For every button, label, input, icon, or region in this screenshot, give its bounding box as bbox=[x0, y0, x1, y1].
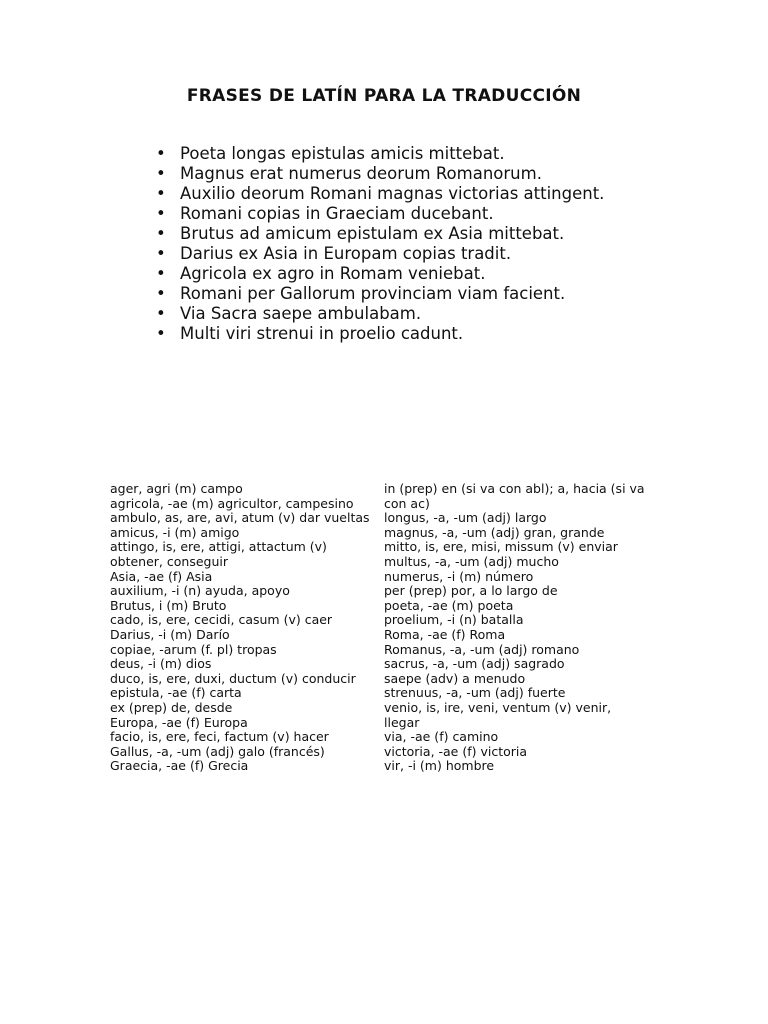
vocabulary-entry: deus, -i (m) dios bbox=[110, 656, 212, 672]
vocabulary-entry: con ac) bbox=[384, 495, 430, 511]
sentence-list bbox=[150, 144, 604, 344]
sentence-text: Via Sacra saepe ambulabam. bbox=[180, 304, 422, 323]
vocabulary-entry: multus, -a, -um (adj) mucho bbox=[384, 553, 559, 569]
sentence-item bbox=[150, 244, 604, 264]
sentence-text: Romani copias in Graeciam ducebant. bbox=[180, 204, 494, 223]
vocabulary-entry: facio, is, ere, feci, factum (v) hacer bbox=[110, 729, 329, 745]
bullet-icon: • bbox=[156, 144, 166, 163]
sentence-item bbox=[150, 144, 604, 164]
vocabulary-entry: proelium, -i (n) batalla bbox=[384, 612, 524, 628]
vocabulary-entry: strenuus, -a, -um (adj) fuerte bbox=[384, 685, 566, 701]
bullet-icon: • bbox=[156, 164, 166, 183]
vocabulary-entry: Europa, -ae (f) Europa bbox=[110, 714, 248, 730]
vocabulary-entry: ager, agri (m) campo bbox=[110, 481, 243, 496]
vocabulary-entry: duco, is, ere, duxi, ductum (v) conducir bbox=[110, 670, 356, 686]
vocabulary-entry: copiae, -arum (f. pl) tropas bbox=[110, 641, 277, 657]
vocabulary-entry: Darius, -i (m) Darío bbox=[110, 626, 230, 642]
sentence-text: Agricola ex agro in Romam veniebat. bbox=[180, 264, 486, 283]
vocabulary-entry: epistula, -ae (f) carta bbox=[110, 685, 242, 701]
vocabulary-left-column bbox=[110, 482, 380, 774]
page-title: FRASES DE LATÍN PARA LA TRADUCCIÓN bbox=[186, 86, 582, 106]
bullet-icon: • bbox=[156, 284, 166, 303]
vocabulary-entry: Asia, -ae (f) Asia bbox=[110, 568, 213, 584]
sentence-item bbox=[150, 184, 604, 204]
vocabulary-entry: victoria, -ae (f) victoria bbox=[384, 743, 528, 759]
vocabulary-entry: ambulo, as, are, avi, atum (v) dar vueltas bbox=[110, 510, 370, 526]
bullet-icon: • bbox=[156, 184, 166, 203]
vocabulary-entry: ex (prep) de, desde bbox=[110, 699, 233, 715]
sentence-text: Auxilio deorum Romani magnas victorias attingent. bbox=[180, 184, 605, 203]
bullet-icon: • bbox=[156, 264, 166, 283]
bullet-icon: • bbox=[156, 204, 166, 223]
vocabulary-entry: longus, -a, -um (adj) largo bbox=[384, 510, 547, 526]
sentence-item bbox=[150, 164, 604, 184]
vocabulary-entry: Romanus, -a, -um (adj) romano bbox=[384, 641, 580, 657]
sentence-item bbox=[150, 284, 604, 304]
vocabulary-entry: Brutus, i (m) Bruto bbox=[110, 597, 227, 613]
vocabulary-entry: Graecia, -ae (f) Grecia bbox=[110, 758, 249, 774]
sentence-item bbox=[150, 264, 604, 284]
sentence-item bbox=[150, 204, 604, 224]
sentence-text: Romani per Gallorum provinciam viam facient. bbox=[180, 284, 566, 303]
vocabulary-entry: via, -ae (f) camino bbox=[384, 729, 499, 745]
vocabulary-entry: numerus, -i (m) número bbox=[384, 568, 534, 584]
vocabulary-entry: in (prep) en (si va con abl); a, hacia (si va bbox=[384, 481, 645, 496]
vocabulary-entry: cado, is, ere, cecidi, casum (v) caer bbox=[110, 612, 333, 628]
sentence-item bbox=[150, 324, 604, 344]
vocabulary-entry: Roma, -ae (f) Roma bbox=[384, 626, 506, 642]
vocabulary-right-column bbox=[384, 482, 684, 774]
vocabulary-entry: amicus, -i (m) amigo bbox=[110, 524, 240, 540]
sentence-text: Poeta longas epistulas amicis mittebat. bbox=[180, 144, 505, 163]
vocabulary-entry: poeta, -ae (m) poeta bbox=[384, 597, 514, 613]
vocabulary-entry: vir, -i (m) hombre bbox=[384, 758, 495, 774]
sentence-item bbox=[150, 224, 604, 244]
vocabulary-entry: obtener, conseguir bbox=[110, 553, 228, 569]
vocabulary-entry: llegar bbox=[384, 714, 420, 730]
vocabulary-entry: sacrus, -a, -um (adj) sagrado bbox=[384, 656, 565, 672]
bullet-icon: • bbox=[156, 244, 166, 263]
sentence-text: Brutus ad amicum epistulam ex Asia mittebat. bbox=[180, 224, 565, 243]
vocabulary-entry: auxilium, -i (n) ayuda, apoyo bbox=[110, 583, 290, 599]
sentence-item bbox=[150, 304, 604, 324]
vocabulary-entry: Gallus, -a, -um (adj) galo (francés) bbox=[110, 743, 325, 759]
vocabulary-entry: mitto, is, ere, misi, missum (v) enviar bbox=[384, 539, 618, 555]
vocabulary-entry: magnus, -a, -um (adj) gran, grande bbox=[384, 524, 605, 540]
vocabulary-entry: saepe (adv) a menudo bbox=[384, 670, 526, 686]
bullet-icon: • bbox=[156, 324, 166, 343]
vocabulary-entry: attingo, is, ere, attigi, attactum (v) bbox=[110, 539, 327, 555]
bullet-icon: • bbox=[156, 304, 166, 323]
bullet-icon: • bbox=[156, 224, 166, 243]
vocabulary-entry: agricola, -ae (m) agricultor, campesino bbox=[110, 495, 354, 511]
sentence-text: Multi viri strenui in proelio cadunt. bbox=[180, 324, 464, 343]
sentence-text: Magnus erat numerus deorum Romanorum. bbox=[180, 164, 542, 183]
sentence-text: Darius ex Asia in Europam copias tradit. bbox=[180, 244, 512, 263]
vocabulary-entry: venio, is, ire, veni, ventum (v) venir, bbox=[384, 699, 612, 715]
vocabulary-entry: per (prep) por, a lo largo de bbox=[384, 583, 558, 599]
